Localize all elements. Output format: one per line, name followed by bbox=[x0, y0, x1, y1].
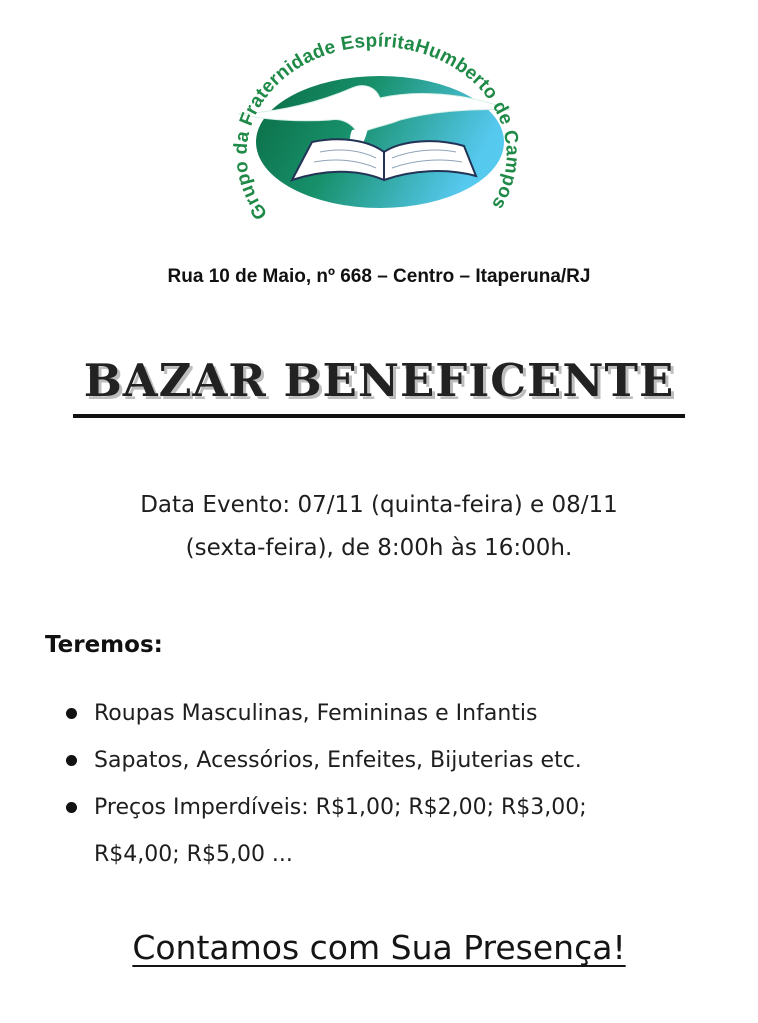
organization-logo bbox=[180, 22, 580, 237]
event-date-text bbox=[40, 484, 718, 570]
offer-list bbox=[64, 690, 704, 878]
list-item bbox=[64, 784, 704, 878]
logo-disc bbox=[256, 76, 504, 208]
closing-text: Contamos com Sua Presença! bbox=[132, 928, 626, 967]
list-item-text: Preços Imperdíveis: R$1,00; R$2,00; R$3,00; bbox=[94, 795, 587, 820]
address-line: Rua 10 de Maio, nº 668 – Centro – Itaperuna/RJ bbox=[167, 266, 591, 287]
logo-ring-text: Grupo da Fraternidade EspíritaHumberto de Campos bbox=[230, 30, 523, 224]
list-item-text: Roupas Masculinas, Femininas e Infantis bbox=[94, 701, 538, 726]
closing-message bbox=[0, 928, 758, 967]
event-date-line-1: Data Evento: 07/11 (quinta-feira) e 08/11 bbox=[140, 492, 618, 518]
list-item-text-continuation: R$4,00; R$5,00 ... bbox=[94, 842, 293, 867]
page-title: BAZAR BENEFICENTE bbox=[83, 354, 675, 407]
teremos-heading: Teremos: bbox=[45, 632, 163, 658]
list-item-text: Sapatos, Acessórios, Enfeites, Bijuterias etc. bbox=[94, 748, 582, 773]
bullet-icon bbox=[66, 802, 77, 813]
event-date-line-2: (sexta-feira), de 8:00h às 16:00h. bbox=[185, 535, 573, 561]
list-item bbox=[64, 737, 704, 784]
logo-graphic bbox=[180, 22, 580, 237]
title-underline bbox=[73, 414, 685, 418]
bullet-icon bbox=[66, 708, 77, 719]
bullet-icon bbox=[66, 755, 77, 766]
list-item bbox=[64, 690, 704, 737]
